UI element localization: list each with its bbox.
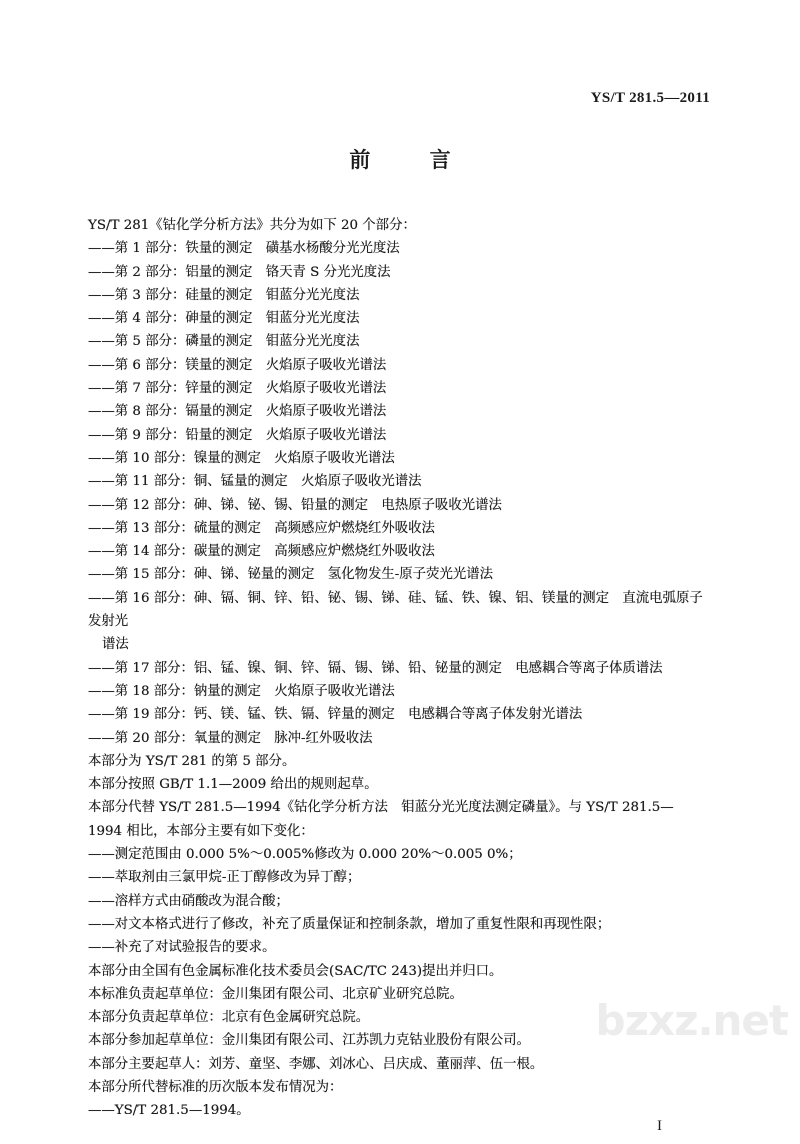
changes-list — [88, 843, 712, 959]
part-item: ——第 18 部分：钠量的测定 火焰原子吸收光谱法 — [88, 683, 395, 699]
part-item: ——第 3 部分：硅量的测定 钼蓝分光光度法 — [88, 287, 360, 303]
part-item: ——第 4 部分：砷量的测定 钼蓝分光光度法 — [88, 311, 360, 327]
standard-number: YS/T 281.5—2011 — [590, 90, 710, 106]
part-item: ——第 14 部分：碳量的测定 高频感应炉燃烧红外吸收法 — [88, 544, 435, 560]
paragraph-line: 1994 相比，本部分主要有如下变化： — [88, 823, 314, 839]
change-item: ——补充了对试验报告的要求。 — [88, 940, 276, 956]
part-item: ——第 1 部分：铁量的测定 磺基水杨酸分光光度法 — [88, 241, 400, 257]
part-item: ——第 12 部分：砷、锑、铋、锡、铅量的测定 电热原子吸收光谱法 — [88, 497, 502, 513]
paragraph-line: 本部分参加起草单位：金川集团有限公司、江苏凯力克钴业股份有限公司。 — [88, 1033, 530, 1049]
part-item: ——第 2 部分：铝量的测定 铬天青 S 分光光度法 — [88, 264, 391, 280]
closing-paragraphs — [88, 960, 712, 1123]
paragraph-line: 本部分代替 YS/T 281.5—1994《钴化学分析方法 钼蓝分光光度法测定磷量》。与 YS/T 281.5— — [88, 800, 674, 816]
watermark-logo: bzxz.net — [595, 996, 788, 1045]
paragraph-line: 本部分负责起草单位：北京有色金属研究总院。 — [88, 1010, 370, 1026]
change-item: ——测定范围由 0.000 5%～0.005%修改为 0.000 20%～0.005 0%； — [88, 847, 522, 863]
page-title: 前 言 — [349, 147, 477, 172]
page-number: I — [657, 1118, 662, 1134]
part-item: ——第 5 部分：磷量的测定 钼蓝分光光度法 — [88, 334, 360, 350]
part-item: ——第 10 部分：镍量的测定 火焰原子吸收光谱法 — [88, 450, 395, 466]
part-item: 谱法 — [102, 637, 129, 653]
change-item: ——萃取剂由三氯甲烷-正丁醇修改为异丁醇； — [88, 870, 361, 886]
paragraph-line: 本部分为 YS/T 281 的第 5 部分。 — [88, 753, 296, 769]
paragraph-line: ——YS/T 281.5—1994。 — [88, 1103, 250, 1119]
paragraph-line: 本部分由全国有色金属标准化技术委员会(SAC/TC 243)提出并归口。 — [88, 963, 503, 979]
intro-line: YS/T 281《钴化学分析方法》共分为如下 20 个部分： — [88, 218, 416, 233]
part-item: ——第 7 部分：锌量的测定 火焰原子吸收光谱法 — [88, 381, 387, 397]
paragraph-line: 本部分按照 GB/T 1.1—2009 给出的规则起草。 — [88, 777, 378, 793]
part-item: ——第 17 部分：铝、锰、镍、铜、锌、镉、锡、锑、铅、铋量的测定 电感耦合等离子体质谱法 — [88, 660, 663, 676]
part-item: ——第 20 部分：氧量的测定 脉冲-红外吸收法 — [88, 730, 373, 746]
parts-list — [88, 237, 712, 750]
foreword-body — [88, 214, 712, 1123]
paragraph-line: 本标准负责起草单位：金川集团有限公司、北京矿业研究总院。 — [88, 986, 463, 1002]
paragraph-line: 本部分主要起草人：刘芳、童坚、李娜、刘冰心、吕庆成、董丽萍、伍一根。 — [88, 1056, 544, 1072]
paragraph-line: 本部分所代替标准的历次版本发布情况为： — [88, 1079, 343, 1095]
part-item: ——第 13 部分：硫量的测定 高频感应炉燃烧红外吸收法 — [88, 520, 435, 536]
change-item: ——溶样方式由硝酸改为混合酸； — [88, 893, 289, 909]
part-item: ——第 6 部分：镁量的测定 火焰原子吸收光谱法 — [88, 357, 387, 373]
part-item: ——第 8 部分：镉量的测定 火焰原子吸收光谱法 — [88, 404, 387, 420]
part-item: ——第 19 部分：钙、镁、锰、铁、镉、锌量的测定 电感耦合等离子体发射光谱法 — [88, 707, 583, 723]
part-item: ——第 9 部分：铅量的测定 火焰原子吸收光谱法 — [88, 427, 387, 443]
paragraphs — [88, 750, 712, 843]
change-item: ——对文本格式进行了修改，补充了质量保证和控制条款，增加了重复性限和再现性限； — [88, 916, 611, 932]
part-item: ——第 11 部分：铜、锰量的测定 火焰原子吸收光谱法 — [88, 474, 422, 490]
part-item: ——第 16 部分：砷、镉、铜、锌、铅、铋、锡、锑、硅、锰、铁、镍、铝、镁量的测定 直流电弧原子发射光 — [88, 590, 703, 630]
part-item: ——第 15 部分：砷、锑、铋量的测定 氢化物发生-原子荧光光谱法 — [88, 567, 494, 583]
